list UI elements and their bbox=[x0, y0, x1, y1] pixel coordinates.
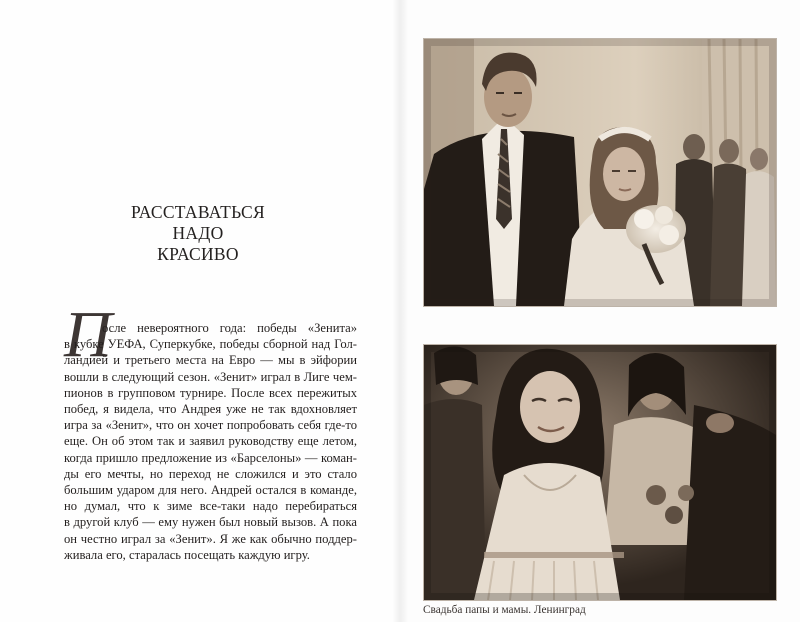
body-line: еще. Он об этом так и заявил руководству еще летом, bbox=[64, 434, 357, 449]
chapter-title-line-2: НАДО bbox=[172, 223, 224, 243]
body-line: игра за «Зенит», что он хочет попробовать себя где-то bbox=[64, 418, 357, 433]
body-line: в другой клуб — ему нужен был новый вызов. А пока bbox=[64, 515, 357, 530]
body-line: живала его, старалась посещать каждую игру. bbox=[64, 547, 310, 562]
wedding-couple-illustration bbox=[424, 39, 776, 306]
body-line: ды его мечты, но переход не сложился и это стало bbox=[64, 466, 357, 481]
chapter-title-line-1: РАССТАВАТЬСЯ bbox=[131, 202, 265, 222]
photo-caption: Свадьба папы и мамы. Ленинград bbox=[423, 604, 586, 616]
bride-portrait-photo bbox=[423, 344, 777, 601]
body-line: большим ударом для него. Андрей остался в команде, bbox=[64, 483, 357, 498]
body-line: пионов в групповом турнире. После всех пережитых bbox=[64, 385, 357, 400]
body-line: в кубке УЕФА, Суперкубке, победы сборной над Гол- bbox=[64, 337, 357, 352]
wedding-couple-photo bbox=[423, 38, 777, 307]
chapter-title-line-3: КРАСИВО bbox=[157, 244, 239, 264]
body-line: когда пришло предложение из «Барселоны» — коман- bbox=[64, 450, 357, 465]
bride-portrait-illustration bbox=[424, 345, 776, 600]
body-line: осле невероятного года: победы «Зенита» bbox=[102, 321, 357, 335]
body-line: но думал, что к зиме все-таки надо перебираться bbox=[64, 499, 357, 514]
body-line: побед, я видела, что Андрея уже не так вдохновляет bbox=[64, 402, 357, 417]
body-text bbox=[64, 320, 357, 563]
body-line: ландией и третьего места на Евро — мы в эйфории bbox=[64, 353, 357, 368]
drop-cap: П bbox=[64, 298, 112, 371]
chapter-title bbox=[118, 202, 278, 265]
body-line: он честно играл за «Зенит». Я же как обычно поддер- bbox=[64, 531, 357, 546]
body-line: вошли в следующий сезон. «Зенит» играл в Лиге чем- bbox=[64, 369, 357, 384]
book-spine-shadow bbox=[392, 0, 408, 622]
